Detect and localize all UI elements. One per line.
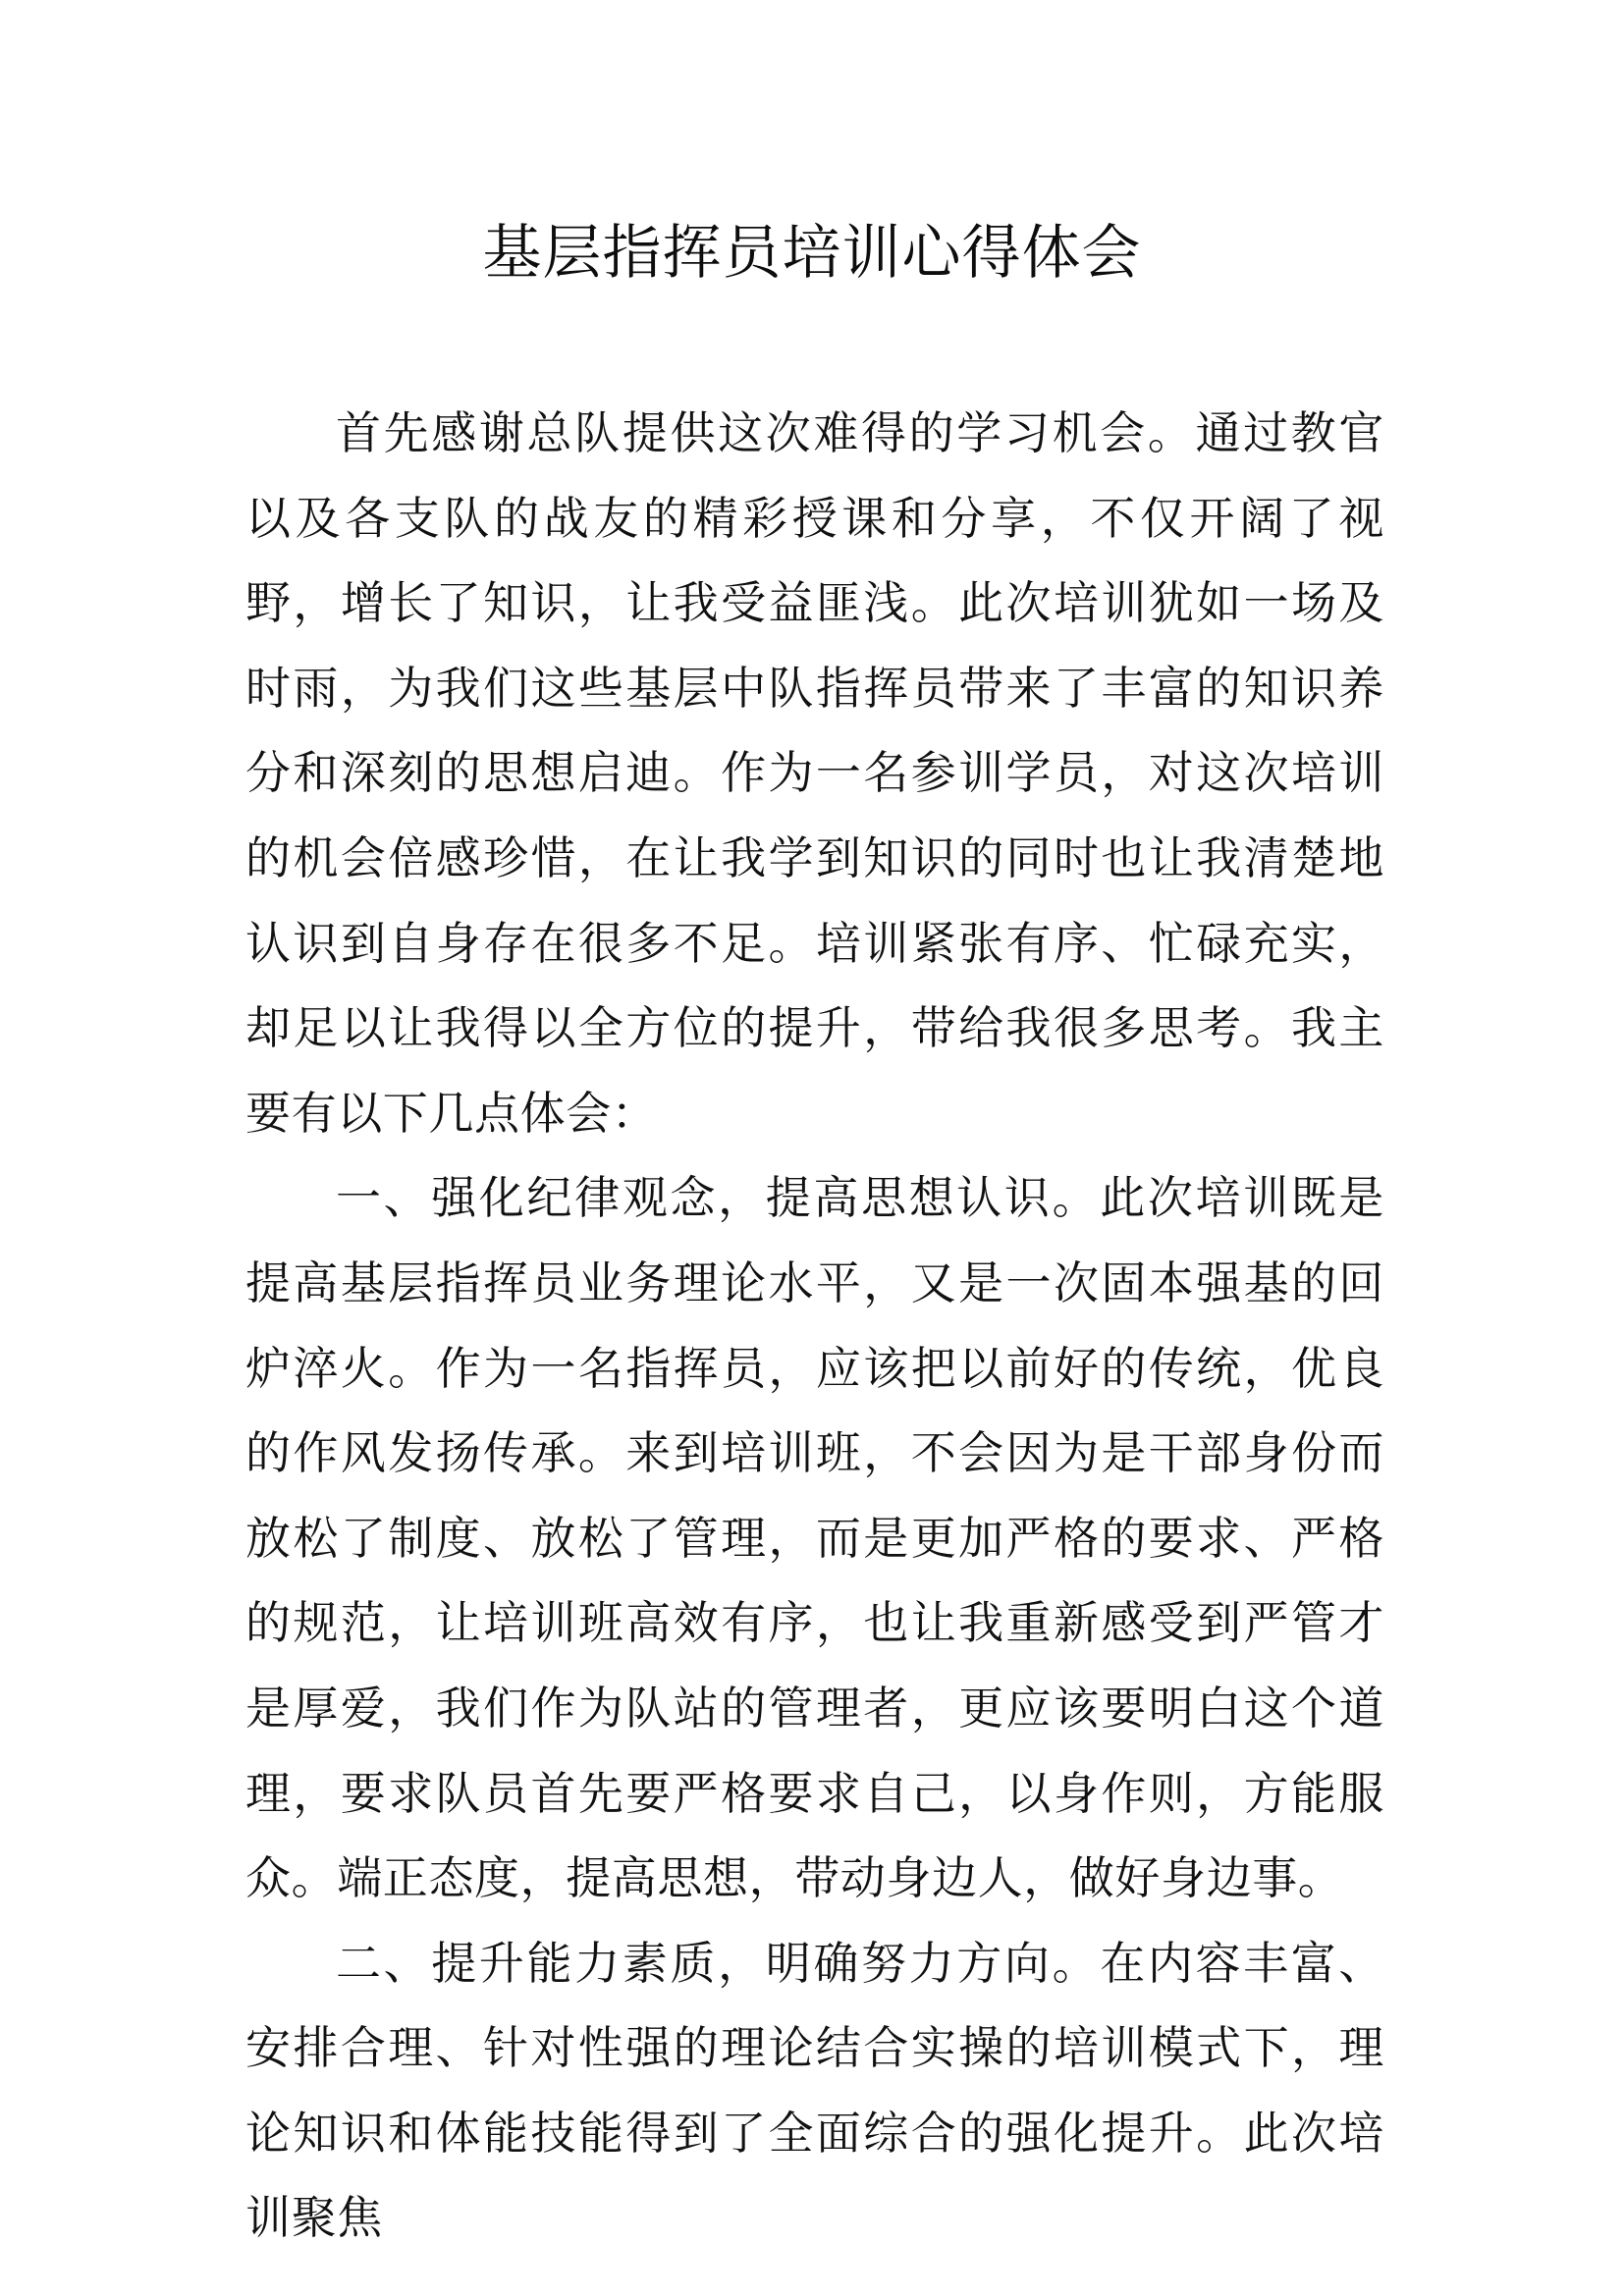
paragraph-intro: 首先感谢总队提供这次难得的学习机会。通过教官以及各支队的战友的精彩授课和分享，不仅开阔了视野，增长了知识，让我受益匪浅。此次培训犹如一场及时雨，为我们这些基层中队指挥员带来了丰富的知识养分和深刻的思想启迪。作为一名参训学员，对这次培训的机会倍感珍惜，在让我学到知识的同时也让我清楚地认识到自身存在很多不足。培训紧张有序、忙碌充实，却足以让我得以全方位的提升，带给我很多思考。我主要有以下几点体会： [245, 406, 1384, 1140]
document-body [245, 391, 1384, 2261]
document-title: 基层指挥员培训心得体会 [482, 219, 1142, 288]
paragraph-section-one: 一、强化纪律观念，提高思想认识。此次培训既是提高基层指挥员业务理论水平，又是一次固本强基的回炉淬火。作为一名指挥员，应该把以前好的传统，优良的作风发扬传承。来到培训班，不会因为是干部身份而放松了制度、放松了管理，而是更加严格的要求、严格的规范，让培训班高效有序，也让我重新感受到严管才是厚爱，我们作为队站的管理者，更应该要明白这个道理，要求队员首先要严格要求自己，以身作则，方能服众。端正态度，提高思想，带动身边人，做好身边事。 [245, 1171, 1384, 1905]
paragraph-section-two: 二、提升能力素质，明确努力方向。在内容丰富、安排合理、针对性强的理论结合实操的培训模式下，理论知识和体能技能得到了全面综合的强化提升。此次培训聚焦 [245, 1936, 1384, 2245]
